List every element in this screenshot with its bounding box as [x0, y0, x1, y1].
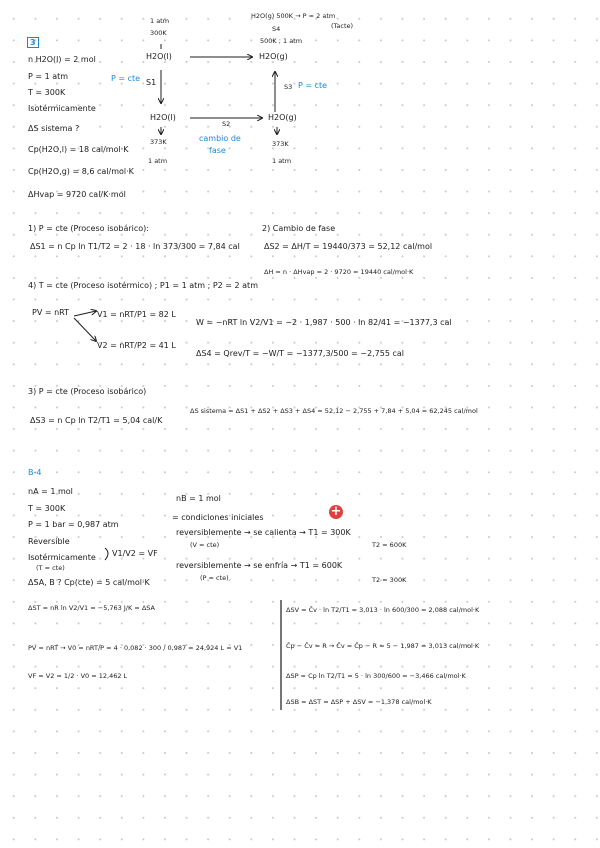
given-p: P = 1 atm: [28, 72, 69, 81]
b4-reversible: Reversible: [28, 537, 70, 546]
b4-heating-note: (V = cte): [190, 541, 220, 549]
b4-calc-v0: PV = nRT → V0 = nRT/P = 4 · 0,082 · 300 / 0,987 = 24,924 L = V1: [28, 644, 243, 652]
b4-calc-sv: ΔSV = C̄v · ln T2/T1 = 3,013 · ln 600/300 = 2,088 cal/mol·K: [286, 606, 480, 614]
node-br-pressure: 1 atm: [272, 157, 292, 165]
step3-title: 3) P = cte (Proceso isobárico): [28, 387, 147, 396]
b4-cooling-note: (P = cte): [200, 574, 229, 582]
b4-calc-sp: ΔSP = Cp ln T2/T1 = 5 · ln 300/600 = −3,466 cal/mol·K: [286, 672, 466, 680]
step4-formula: ΔS4 = Qrev/T = −W/T = −1377,3/500 = −2,755 cal: [196, 349, 404, 358]
b4-calc-cv: C̄p − C̄v = R → C̄v = C̄p − R = 5 − 1,987 = 3,013 cal/mol·K: [286, 642, 480, 650]
b4-nb: nB = 1 mol: [176, 494, 221, 503]
work-formula: W = −nRT ln V2/V1 = −2 · 1,987 · 500 · ln 82/41 = −1377,3 cal: [196, 318, 452, 327]
step-s1-label: S1: [146, 78, 157, 87]
b4-isothermal-note: (T = cte): [36, 564, 65, 572]
b4-heating-t2: T2 = 600K: [372, 541, 407, 549]
node-tl-temp: 300K: [150, 29, 167, 37]
step-left-condition: P = cte: [111, 74, 141, 83]
b4-isothermal: Isotérmicamente: [28, 553, 96, 562]
node-br: H2O(g): [268, 113, 297, 122]
step-right-condition: P = cte: [298, 81, 328, 90]
given-isothermal: Isotérmicamente: [28, 104, 96, 113]
step-phase-change-2: fase: [209, 146, 226, 155]
step-s2-label: S2: [222, 120, 231, 128]
node-tl: H2O(l): [146, 52, 172, 61]
b4-calc-vf: VF = V2 = 1/2 · V0 = 12,462 L: [28, 672, 128, 680]
step1-title: 1) P = cte (Proceso isobárico):: [28, 224, 149, 233]
node-tr: H2O(g): [259, 52, 288, 61]
b4-cooling-t2: T2 = 300K: [372, 576, 407, 584]
node-bl-temp: 373K: [150, 138, 167, 146]
given-t: T = 300K: [28, 88, 66, 97]
given-question: ΔS sistema ?: [28, 124, 80, 133]
step-s4-label: S4: [272, 25, 281, 33]
step2-title: 2) Cambio de fase: [262, 224, 336, 233]
node-tr-caption-2: (Tacte): [331, 22, 354, 30]
node-tl-pressure: 1 atm: [150, 17, 170, 25]
step3-formula: ΔS3 = n Cp ln T2/T1 = 5,04 cal/K: [30, 416, 163, 425]
volume-1: V1 = nRT/P1 = 82 L: [97, 310, 176, 319]
step-s3-label: S3: [284, 83, 293, 91]
total-entropy: ΔS sistema = ΔS1 + ΔS2 + ΔS3 + ΔS4 = 52,12 − 2,755 + 7,84 + 5,04 = 62,245 cal/mol: [190, 407, 478, 415]
b4-question: ΔSA, B ? Cp(cte) = 5 cal/mol·K: [28, 578, 150, 587]
step2-formula: ΔS2 = ΔH/T = 19440/373 = 52,12 cal/mol: [264, 242, 433, 251]
badge-icon: +: [330, 504, 342, 519]
volume-2: V2 = nRT/P2 = 41 L: [97, 341, 176, 350]
given-cp-gas: Cp(H2O,g) = 8,6 cal/mol·K: [28, 167, 134, 176]
step-phase-change-1: cambio de: [199, 134, 241, 143]
node-bl: H2O(l): [150, 113, 176, 122]
node-tr-state: 500K ; 1 atm: [260, 37, 303, 45]
b4-volume-ratio: V1/V2 = VF: [112, 549, 158, 558]
b4-given-t: T = 300K: [28, 504, 66, 513]
b4-heating: reversiblemente → se calienta → T1 = 300K: [176, 528, 351, 537]
step1-formula: ΔS1 = n Cp ln T1/T2 = 2 · 18 · ln 373/300 = 7,84 cal: [30, 242, 240, 251]
node-bl-pressure: 1 atm: [148, 157, 168, 165]
node-br-temp: 373K: [272, 140, 289, 148]
b4-cooling: reversiblemente → se enfría → T1 = 600K: [176, 561, 343, 570]
given-dhvap: ΔHvap = 9720 cal/K·mol: [28, 190, 126, 199]
b4-given-n: nA = 1 mol: [28, 487, 73, 496]
b4-given-p: P = 1 bar = 0,987 atm: [28, 520, 119, 529]
given-n: n H2O(l) = 2 mol: [28, 55, 96, 64]
problem-3-label: 3: [27, 37, 39, 48]
step4-title: 4) T = cte (Proceso isotérmico) ; P1 = 1 atm ; P2 = 2 atm: [28, 281, 258, 290]
node-tr-caption: H2O(g) 500K → P = 2 atm: [251, 12, 336, 20]
ideal-gas-law: PV = nRT: [32, 308, 70, 317]
given-cp-liquid: Cp(H2O,l) = 18 cal/mol·K: [28, 145, 129, 154]
problem-b4-label: B-4: [28, 468, 42, 477]
b4-calc-sb: ΔSB = ΔST = ΔSP + ΔSV = −1,378 cal/mol·K: [286, 698, 432, 706]
step2-sub: ΔH = n · ΔHvap = 2 · 9720 = 19440 cal/mol·K: [264, 268, 414, 276]
b4-initial-conditions: = condiciones iniciales: [172, 513, 264, 522]
b4-calc-st: ΔST = nR ln V2/V1 = −5,763 J/K = ΔSA: [28, 604, 155, 612]
